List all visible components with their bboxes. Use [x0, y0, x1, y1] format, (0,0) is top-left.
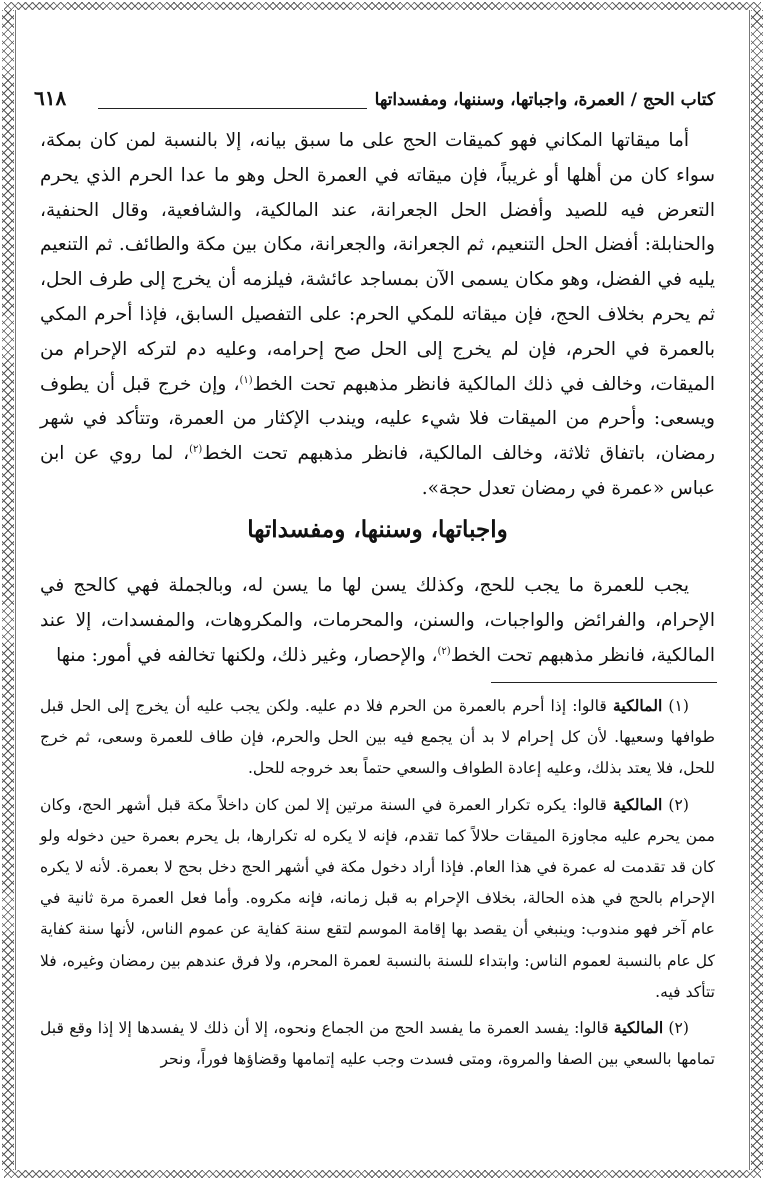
border-left-ornament [2, 10, 14, 1170]
footnote-school: المالكية [613, 1018, 664, 1038]
page-header [34, 84, 715, 110]
main-text-block-2 [40, 568, 715, 673]
border-top-ornament [4, 2, 761, 10]
footnote-text: قالوا: إذا أحرم بالعمرة من الحرم فلا دم عليه. ولكن يجب عليه أن يخرج إلى الحل قبل طوافها وسعيها. لأن كل إحرام لا بد أن يجمع فيه بين الحل والحرم، فإن طاف للعمرة وسعى، ثم خرج للحل، فلا يعتد بذلك، وعليه إعادة الطواف والسعي حتماً بعد خروجه للحل. [40, 697, 715, 778]
paragraph-miqat [40, 124, 715, 507]
border-inner-line-left [15, 10, 16, 1170]
main-text-block-1 [40, 124, 715, 507]
footnote-3 [40, 1012, 715, 1075]
footnote-number: (١) [668, 697, 689, 715]
footnote-2 [40, 789, 715, 1008]
page-number: ٦١٨ [34, 86, 67, 110]
footnote-school: المالكية [613, 794, 663, 814]
footnote-number: (٢) [668, 795, 689, 814]
paragraph-wajibat [40, 568, 715, 673]
footnote-separator [491, 682, 717, 683]
footnote-marker: (٢) [189, 444, 203, 456]
paragraph-text: أما ميقاتها المكاني فهو كميقات الحج على ما سبق بيانه، إلا بالنسبة لمن كان بمكة، سواء كان من أهلها أو غريباً، فإن ميقاته في العمرة الحل وهو ما عدا الحرم الذي يحرم التعرض فيه للصيد وأفضل الحل الجعرانة، عند المالكية، والشافعية، وقال الحنفية، والحنابلة: أفضل الحل التنعيم، ثم الجعرانة، والجعرانة، مكان بين مكة والطائف. ثم التنعيم يليه في الفضل، وهو مكان يسمى الآن بمساجد عائشة، فيلزمه أن يخرج إلى طرف الحل، ثم يحرم بخلاف الحج، فإن ميقاته للمكي الحرم: على التفصيل السابق، فإذا أحرم المكي بالعمرة في الحرم، فإن لم يخرج إلى الحل صح إحرامه، وعليه دم لتركه الإحرام من الميقات، وخالف في ذلك المالكية فانظر مذهبهم تحت الخط [40, 130, 715, 395]
footnotes [40, 690, 715, 1079]
footnote-number: (٢) [668, 1019, 689, 1038]
running-title: كتاب الحج / العمرة، واجباتها، وسننها، ومفسداتها [374, 90, 715, 110]
border-inner-line-right [749, 10, 750, 1170]
footnote-school: المالكية [613, 696, 663, 715]
footnote-marker: (١) [239, 374, 253, 386]
paragraph-text: ، لما روي عن ابن عباس «عمرة في رمضان تعدل حجة». [40, 443, 715, 499]
paragraph-text: ، والإحصار، وغير ذلك، ولكنها تخالفه في أمور: منها [56, 645, 438, 666]
paragraph-text: يجب للعمرة ما يجب للحج، وكذلك يسن لها ما يسن له، وبالجملة فهي كالحج في الإحرام، والفرائض والواجبات، والسنن، والمحرمات، والمكروهات، والمفسدات، إلا عند المالكية، فانظر مذهبهم تحت الخط [40, 575, 715, 666]
footnote-text: قالوا: يفسد العمرة ما يفسد الحج من الجماع ونحوه، إلا أن ذلك لا يفسدها إلا إذا وقع قبل تمامها بالسعي بين الصفا والمروة، ومتى فسدت وجب عليه إتمامها وقضاؤها فوراً، ونحر [40, 1019, 715, 1069]
border-bottom-ornament [4, 1170, 761, 1178]
section-heading: واجباتها، وسننها، ومفسداتها [247, 516, 508, 543]
footnote-marker: (٢) [437, 645, 451, 657]
footnote-text: قالوا: يكره تكرار العمرة في السنة مرتين إلا لمن كان داخلاً مكة قبل أشهر الحج، وكان ممن يحرم عليه مجاوزة الميقات حلالاً كما تقدم، فإنه لا يكره له تكرارها، بل يحرم بعمرة حين دخوله ولو كان قد تقدمت له عمرة في هذا العام. فإذا أراد دخول مكة في أشهر الحج دخل بحج لا بعمرة. لأنه لا يكره الإحرام بالحج في هذه الحالة، بخلاف الإحرام به قبل زمانه، فإنه مكروه. وأما فعل العمرة مرة ثانية في عام آخر فهو مندوب: وينبغي أن يقصد بها إقامة الموسم لتقع سنة كفاية عن عموم الناس، لأنها سنة كفاية كل عام بالنسبة لعموم الناس: وابتداء للسنة بالنسبة لعمرة المحرم، ولا فرق عندهم بين رمضان وغيره، فلا تتأكد فيه. [40, 795, 715, 1001]
footnote-1 [40, 690, 715, 785]
paragraph-text: ، وإن خرج قبل أن يطوف ويسعى: وأحرم من الميقات فلا شيء عليه، ويندب الإكثار من العمرة، وتتأكد في شهر رمضان، باتفاق ثلاثة، وخالف المالكية، فانظر مذهبهم تحت الخط [40, 373, 715, 465]
header-rule [98, 108, 367, 109]
border-right-ornament [751, 10, 763, 1170]
